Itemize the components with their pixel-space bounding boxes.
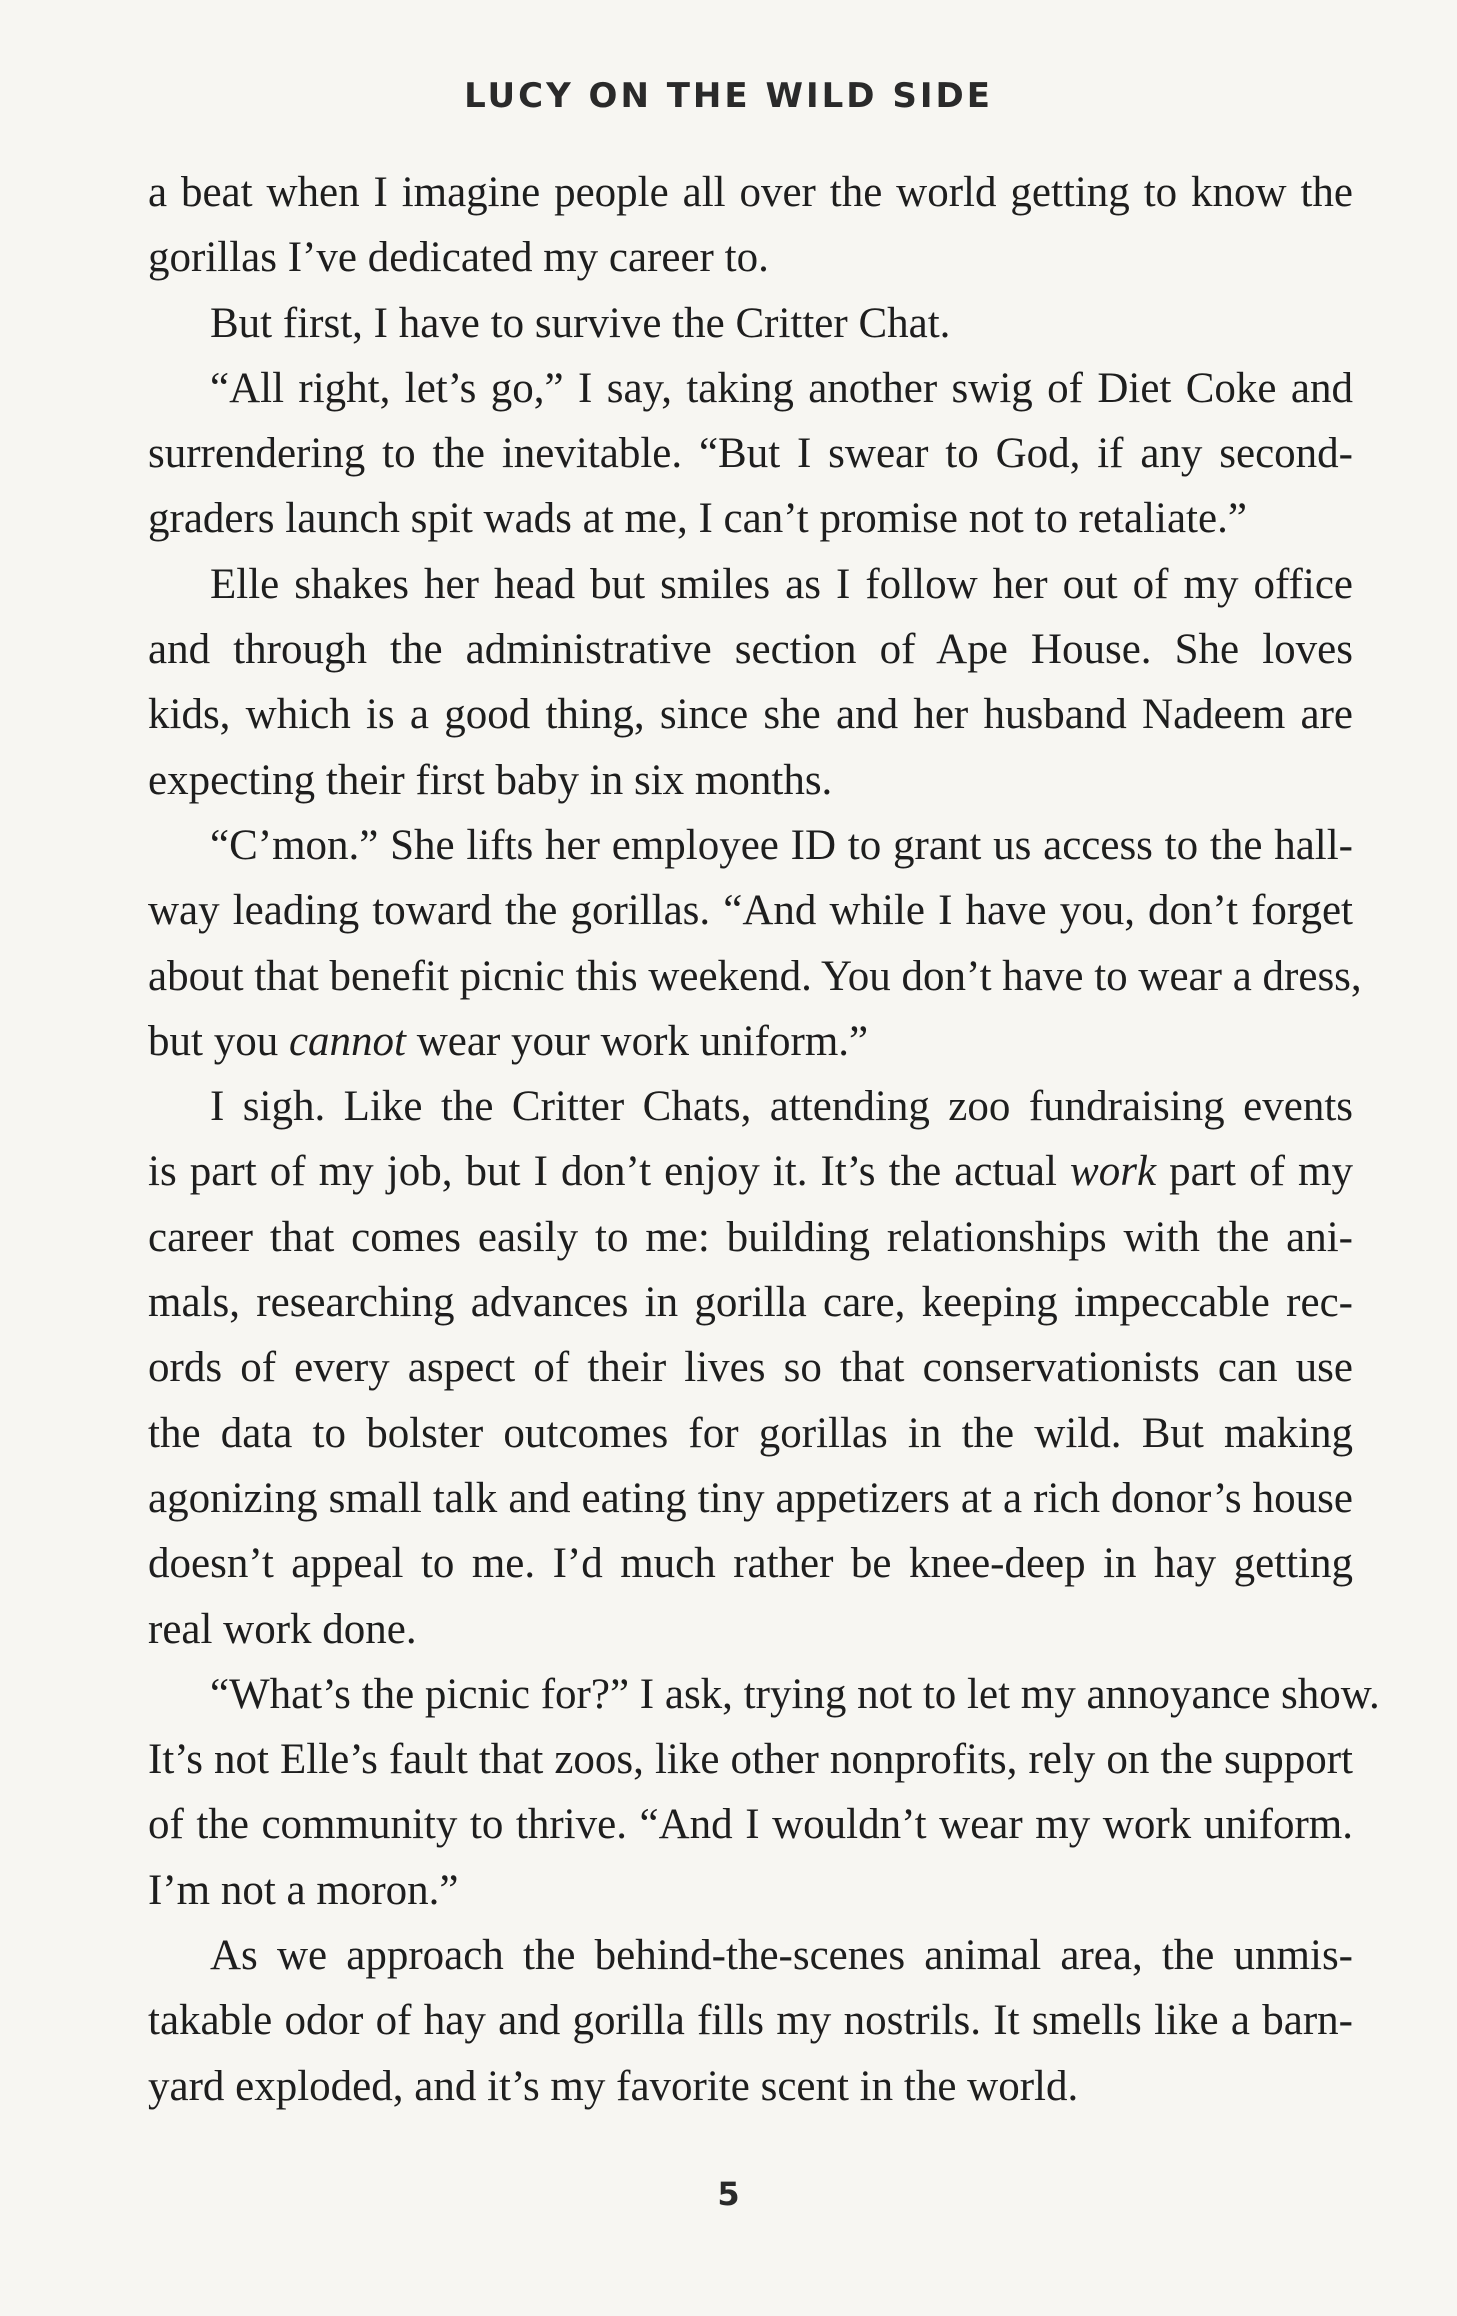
- text-line: the data to bolster outcomes for gorillas in the wild. But making: [148, 1409, 1353, 1457]
- paragraph: [148, 1662, 1380, 1923]
- page-number: 5: [717, 2175, 740, 2213]
- paragraph: [148, 552, 1353, 813]
- text-line: mals, researching advances in gorilla care, keeping impeccable rec-: [148, 1279, 1353, 1327]
- text-line: career that comes easily to me: building relationships with the ani-: [148, 1213, 1353, 1261]
- text-line: “All right, let’s go,” I say, taking another swig of Diet Coke and: [210, 364, 1353, 412]
- text-line: It’s not Elle’s fault that zoos, like other nonprofits, rely on the support: [148, 1736, 1353, 1784]
- paragraph: [148, 1923, 1353, 2119]
- paragraph: [148, 1074, 1353, 1662]
- text-line: about that benefit picnic this weekend. You don’t have to wear a dress,: [148, 952, 1362, 1000]
- text-line: but you cannot wear your work uniform.”: [148, 1017, 869, 1065]
- text-line: takable odor of hay and gorilla fills my nostrils. It smells like a barn-: [148, 1997, 1353, 2045]
- text-line: kids, which is a good thing, since she and her husband Nadeem are: [148, 691, 1353, 739]
- text-line: agonizing small talk and eating tiny appetizers at a rich donor’s house: [148, 1474, 1353, 1522]
- emphasis: work: [1070, 1148, 1157, 1196]
- paragraph: [148, 356, 1353, 552]
- text-line: is part of my job, but I don’t enjoy it. It’s the actual work part of my: [148, 1148, 1353, 1196]
- text-line: “C’mon.” She lifts her employee ID to grant us access to the hall-: [210, 821, 1353, 869]
- emphasis: cannot: [288, 1017, 406, 1065]
- text-line: expecting their first baby in six months.: [148, 756, 833, 804]
- text-line: gorillas I’ve dedicated my career to.: [148, 234, 769, 282]
- text-line: of the community to thrive. “And I wouldn’t wear my work uniform.: [148, 1801, 1353, 1849]
- running-head: LUCY ON THE WILD SIDE: [464, 76, 993, 116]
- text-line: graders launch spit wads at me, I can’t promise not to retaliate.”: [148, 495, 1247, 543]
- text-line: Elle shakes her head but smiles as I follow her out of my office: [210, 560, 1353, 608]
- text-line: a beat when I imagine people all over the world getting to know the: [148, 169, 1353, 216]
- text-line: real work done.: [148, 1605, 417, 1653]
- text-line: yard exploded, and it’s my favorite scent in the world.: [148, 2062, 1079, 2110]
- paragraph: [148, 291, 1353, 356]
- text-line: ords of every aspect of their lives so that conservationists can use: [148, 1344, 1353, 1392]
- text-line: doesn’t appeal to me. I’d much rather be knee-deep in hay getting: [148, 1540, 1353, 1588]
- body-text: [148, 160, 1380, 2119]
- paragraph: [148, 160, 1353, 291]
- text-line: way leading toward the gorillas. “And while I have you, don’t forget: [148, 887, 1353, 935]
- text-line: “What’s the picnic for?” I ask, trying not to let my annoyance show.: [210, 1670, 1380, 1718]
- text-line: and through the administrative section of Ape House. She loves: [148, 626, 1353, 674]
- text-line: As we approach the behind-the-scenes animal area, the unmis-: [210, 1932, 1353, 1980]
- text-line: I’m not a moron.”: [148, 1866, 459, 1914]
- paragraph: [148, 813, 1362, 1074]
- text-line: But first, I have to survive the Critter Chat.: [210, 299, 951, 347]
- text-line: I sigh. Like the Critter Chats, attending zoo fundraising events: [210, 1083, 1353, 1131]
- text-line: surrendering to the inevitable. “But I swear to God, if any second-: [148, 430, 1353, 478]
